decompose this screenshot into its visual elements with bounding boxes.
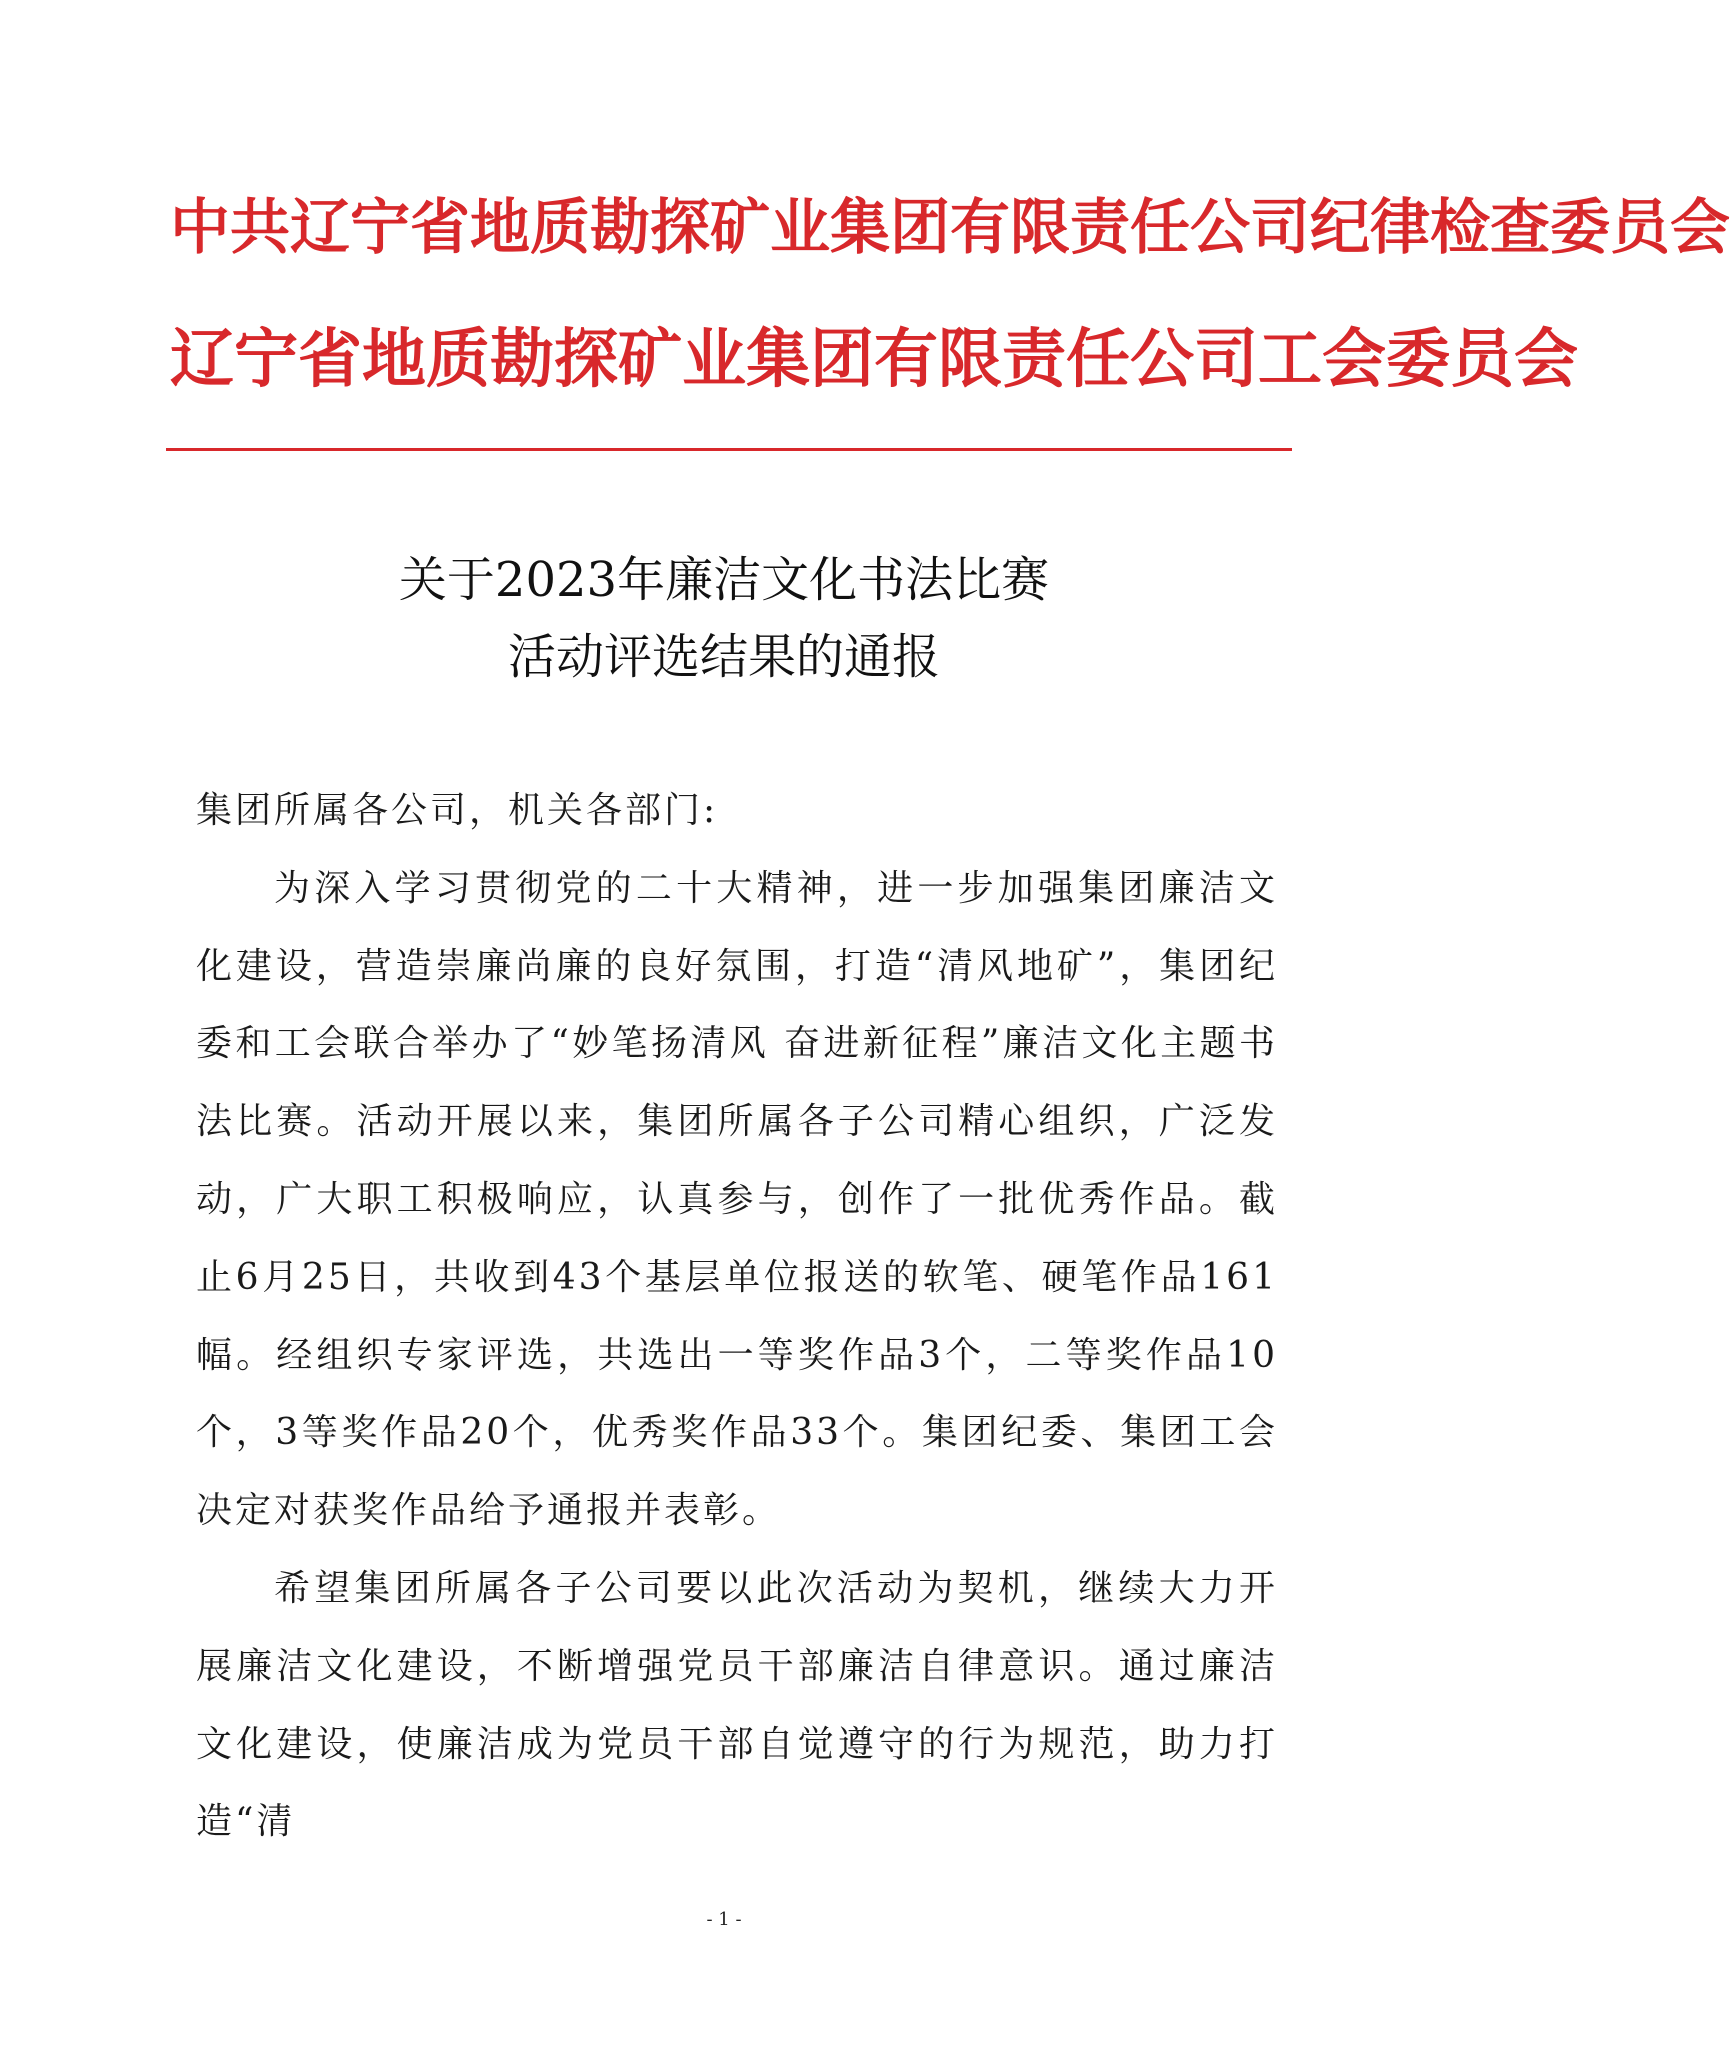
body-paragraph-2: 希望集团所属各子公司要以此次活动为契机，继续大力开展廉洁文化建设，不断增强党员干部廉洁自律意识。通过廉洁文化建设，使廉洁成为党员干部自觉遵守的行为规范，助力打造“清: [196, 1567, 1278, 1843]
document-title-line-1: 关于2023年廉洁文化书法比赛: [398, 552, 1050, 608]
letterhead-line-1: 中共辽宁省地质勘探矿业集团有限责任公司纪律检查委员会: [170, 193, 1730, 263]
document-body: [196, 772, 1278, 1861]
letterhead-divider: [166, 448, 1292, 451]
body-paragraph-1: 为深入学习贯彻党的二十大精神，进一步加强集团廉洁文化建设，营造崇廉尚廉的良好氛围，打造“清风地矿”，集团纪委和工会联合举办了“妙笔扬清风 奋进新征程”廉洁文化主题书法比赛。活动开展以来，集团所属各子公司精心组织，广泛发动，广大职工积极响应，认真参与，创作了一批优秀作品。截止6月25日，共收到43个基层单位报送的软笔、硬笔作品161幅。经组织专家评选，共选出一等奖作品3个，二等奖作品10个，3等奖作品20个，优秀奖作品33个。集团纪委、集团工会决定对获奖作品给予通报并表彰。: [196, 867, 1278, 1532]
page-number: - 1 -: [706, 1909, 742, 1930]
document-title-line-2: 活动评选结果的通报: [507, 629, 940, 685]
letterhead-line-2: 辽宁省地质勘探矿业集团有限责任公司工会委员会: [170, 323, 1578, 397]
salutation: 集团所属各公司，机关各部门:: [196, 790, 719, 831]
